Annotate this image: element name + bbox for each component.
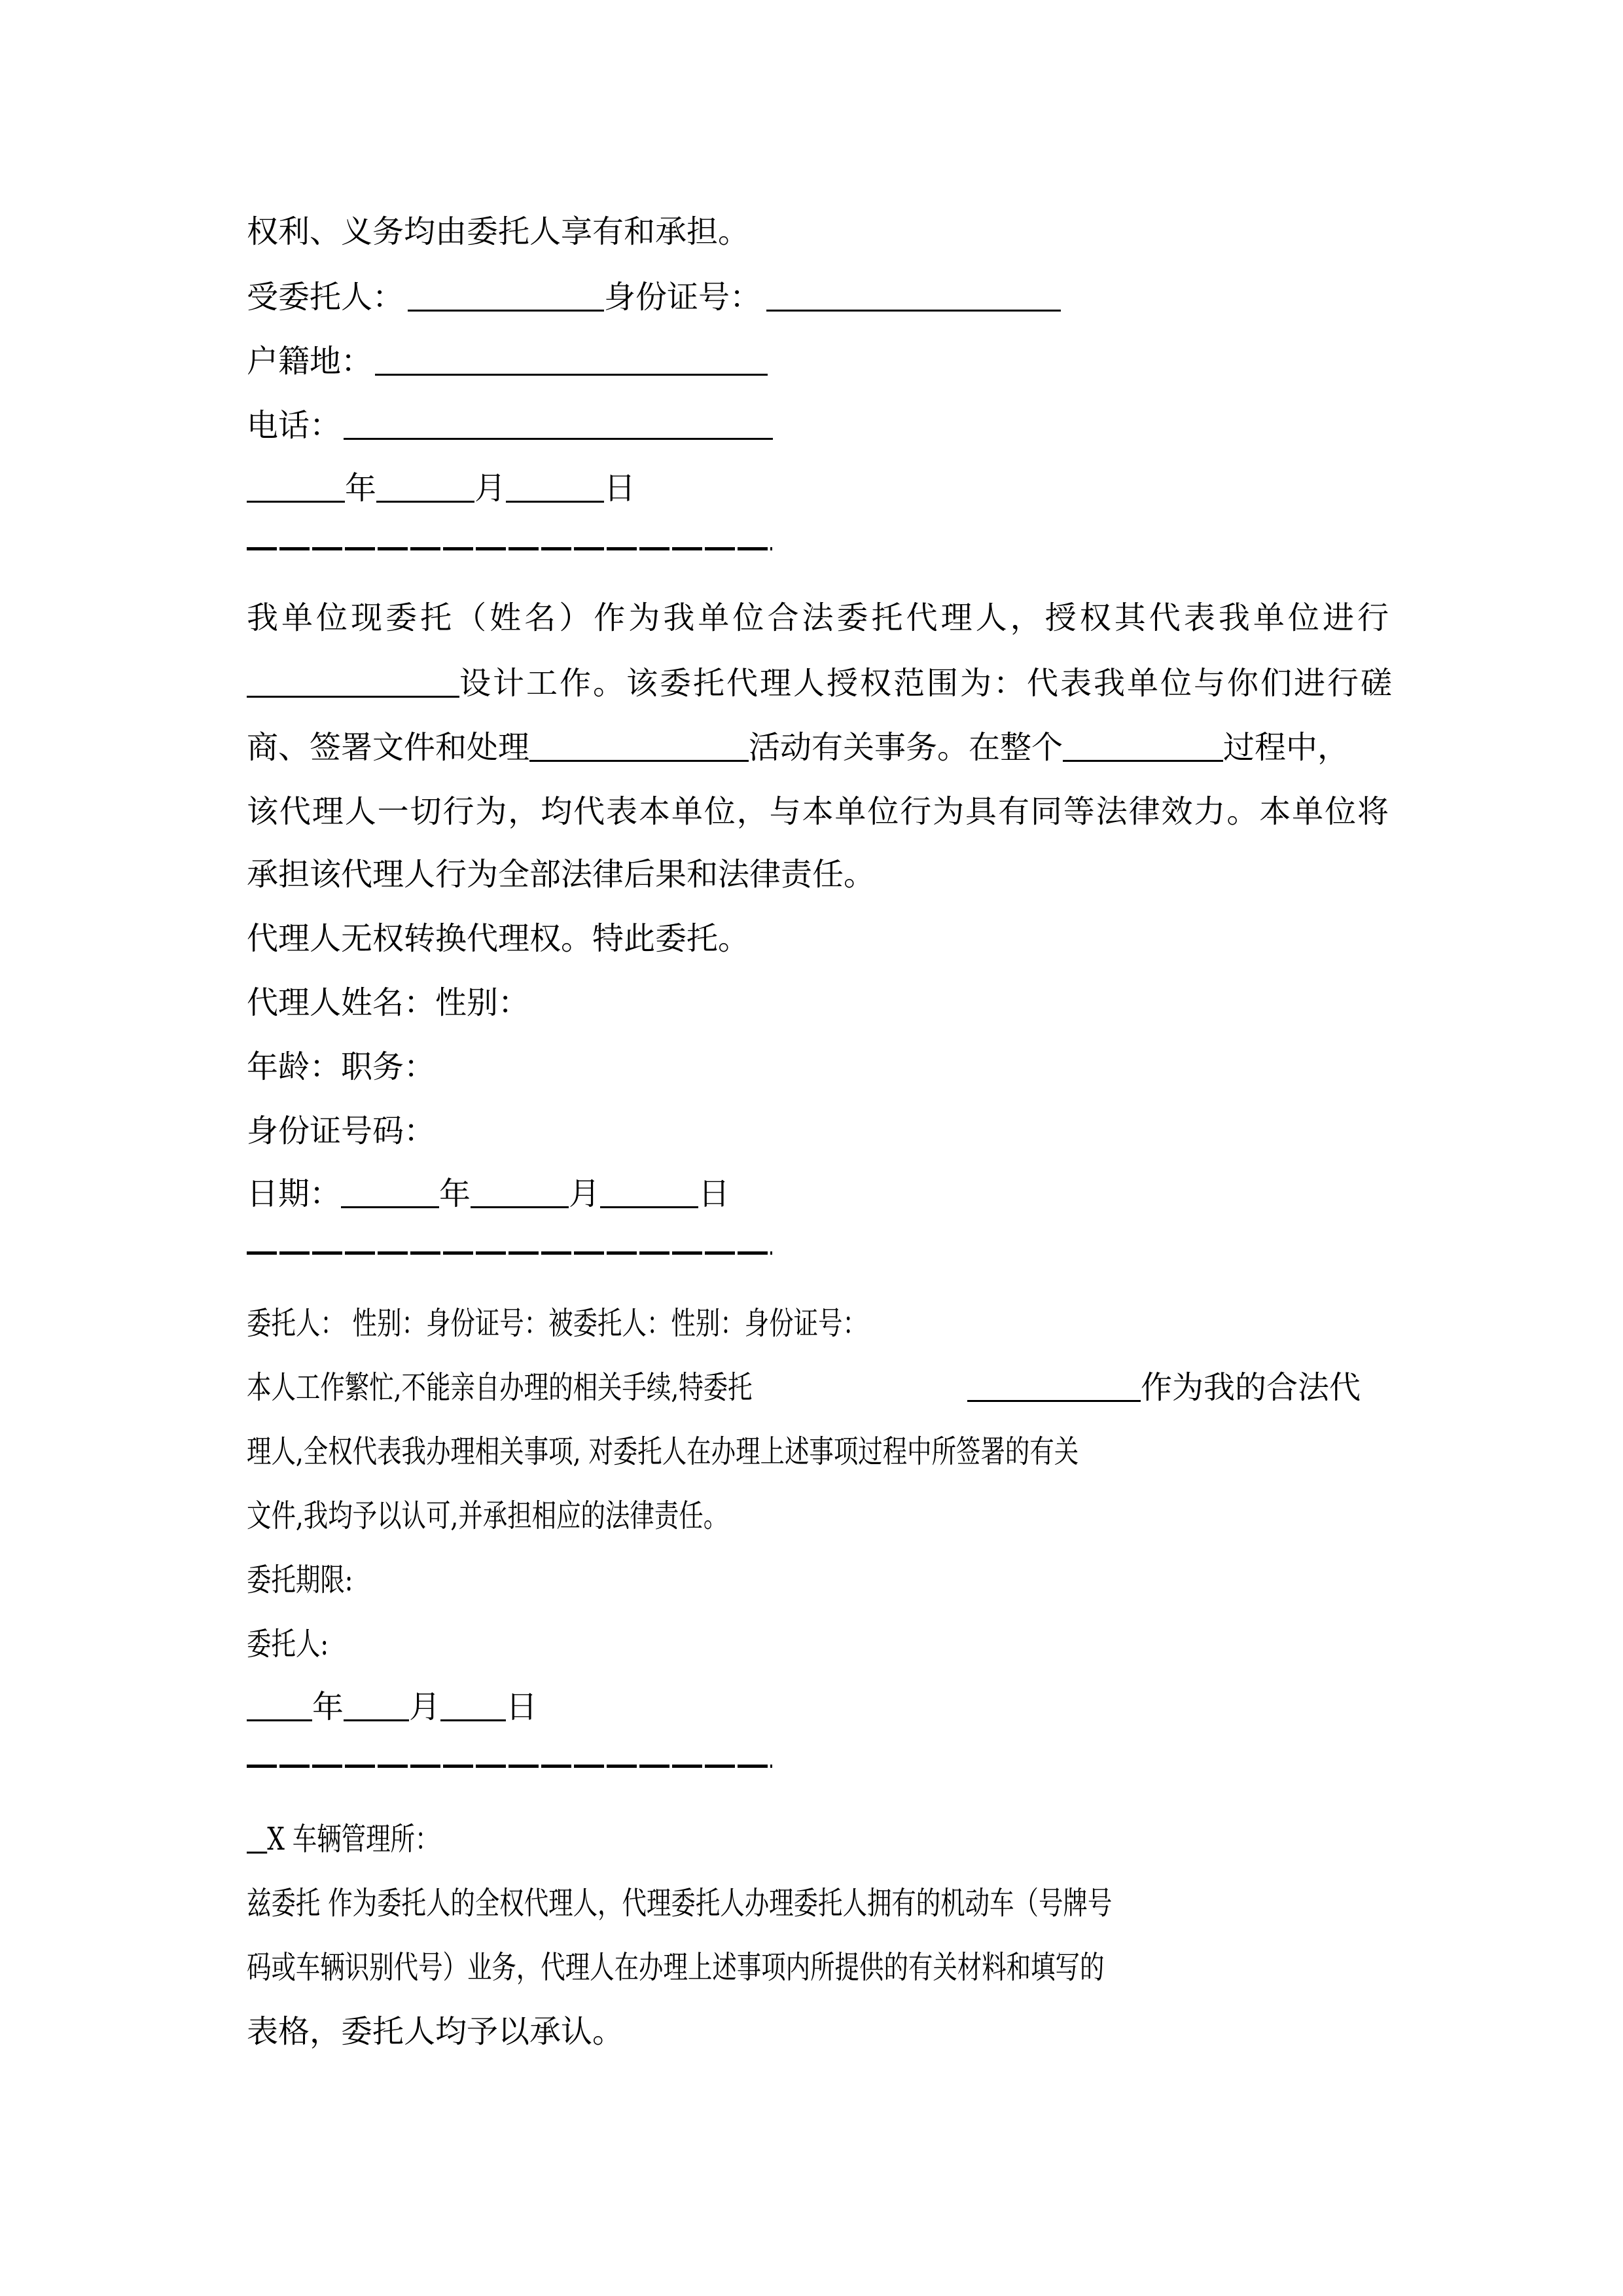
paragraph-text: 商、签署文件和处理 — [247, 729, 530, 766]
date-label: 日期： — [247, 1175, 342, 1212]
paragraph-text: 作为我的合法代 — [1141, 1369, 1361, 1406]
paragraph-text: 设计工作。该委托代理人授权范围为：代表我单位与你们进行磋 — [459, 665, 1395, 702]
day-label: 日 — [506, 1689, 538, 1725]
year-label: 年 — [312, 1689, 344, 1725]
date-line-1 — [247, 470, 635, 507]
day-label: 日 — [698, 1175, 730, 1212]
month-blank[interactable] — [376, 471, 474, 503]
no-transfer-line — [247, 920, 749, 957]
activity-blank[interactable] — [529, 730, 749, 762]
unit-authorization-line-5 — [247, 856, 875, 893]
year-blank[interactable] — [247, 471, 345, 503]
year-blank[interactable] — [247, 1689, 312, 1721]
addressee-text: X 车辆管理所： — [267, 1821, 440, 1857]
trustee-id-blank[interactable] — [766, 279, 1061, 312]
process-blank[interactable] — [1063, 730, 1223, 762]
household-blank[interactable] — [375, 344, 768, 376]
rights-obligations-line — [247, 213, 749, 250]
principal-line — [247, 1626, 329, 1662]
vehicle-delegation-line-1 — [247, 1885, 1389, 1922]
principal-label: 委托人: — [247, 1626, 329, 1662]
parties-line — [247, 1305, 867, 1342]
paragraph-text: 我单位现委托（姓名）作为我单位合法委托代理人，授权其代表我单位进行 — [247, 600, 1389, 636]
paragraph-text: 文件,我均予以认可,并承担相应的法律责任。 — [247, 1498, 728, 1534]
no-transfer-text: 代理人无权转换代理权。特此委托。 — [247, 920, 750, 957]
paragraph-text: 过程中， — [1223, 729, 1349, 766]
paragraph-text: 活动有关事务。在整个 — [749, 729, 1063, 766]
household-label: 户籍地： — [247, 343, 373, 380]
addressee-blank[interactable] — [247, 1821, 267, 1854]
month-blank[interactable] — [344, 1689, 409, 1721]
term-line — [247, 1562, 353, 1598]
rights-obligations-text: 权利、义务均由委托人享有和承担。 — [247, 213, 750, 250]
month-label: 月 — [569, 1175, 601, 1212]
year-label: 年 — [345, 470, 377, 507]
paragraph-text: 该代理人一切行为，均代表本单位，与本单位行为具有同等法律效力。本单位将 — [247, 793, 1389, 830]
age-line — [247, 1049, 435, 1085]
phone-label: 电话： — [247, 407, 342, 444]
trustee-label: 受委托人： — [247, 279, 404, 315]
month-label: 月 — [409, 1689, 441, 1725]
design-work-blank[interactable] — [247, 666, 459, 698]
personal-delegation-line-3 — [247, 1498, 728, 1534]
paragraph-text: 码或车辆识别代号）业务，代理人在办理上述事项内所提供的有关材料和填写的 — [247, 1949, 1105, 1986]
day-blank[interactable] — [440, 1689, 506, 1721]
paragraph-text: 理人,全权代表我办理相关事项, 对委托人在办理上述事项过程中所签署的有关 — [247, 1433, 1079, 1470]
unit-authorization-line-1 — [247, 600, 1389, 636]
agent-name-label: 代理人姓名：性别： — [247, 984, 530, 1021]
addressee-line — [247, 1821, 439, 1857]
personal-delegation-line-1b — [967, 1369, 1361, 1406]
section-separator-2 — [247, 1251, 772, 1255]
month-label: 月 — [474, 470, 507, 507]
paragraph-text: 本人工作繁忙,不能亲自办理的相关手续,特委托 — [247, 1369, 753, 1406]
date-line-2 — [247, 1175, 730, 1212]
unit-authorization-line-2 — [247, 665, 1395, 702]
section-separator-3 — [247, 1765, 772, 1768]
personal-delegation-line-2 — [247, 1433, 1079, 1470]
phone-line — [247, 407, 773, 444]
agent-name-line — [247, 984, 529, 1021]
month-blank[interactable] — [471, 1176, 569, 1208]
day-blank[interactable] — [506, 471, 604, 503]
year-blank[interactable] — [341, 1176, 439, 1208]
section-separator-1 — [247, 547, 772, 550]
unit-authorization-line-3 — [247, 729, 1349, 766]
household-line — [247, 343, 768, 380]
day-blank[interactable] — [600, 1176, 698, 1208]
paragraph-text: 表格，委托人均予以承认。 — [247, 2013, 624, 2050]
paragraph-text: 兹委托 作为委托人的全权代理人，代理委托人办理委托人拥有的机动车（号牌号 — [247, 1885, 1113, 1922]
trustee-line — [247, 279, 1061, 315]
year-label: 年 — [439, 1175, 471, 1212]
delegate-name-blank[interactable] — [967, 1370, 1141, 1402]
id-number-label: 身份证号码： — [247, 1113, 436, 1149]
parties-text: 委托人： 性别：身份证号：被委托人：性别：身份证号： — [247, 1305, 867, 1342]
day-label: 日 — [604, 470, 636, 507]
age-position-label: 年龄：职务： — [247, 1049, 436, 1085]
paragraph-text: 承担该代理人行为全部法律后果和法律责任。 — [247, 856, 876, 893]
id-number-line — [247, 1113, 435, 1149]
trustee-name-blank[interactable] — [408, 279, 604, 312]
date-line-3 — [247, 1689, 537, 1725]
trustee-id-label: 身份证号： — [604, 279, 762, 315]
phone-blank[interactable] — [344, 408, 773, 440]
term-label: 委托期限: — [247, 1562, 353, 1598]
vehicle-delegation-line-2 — [247, 1949, 1389, 1986]
unit-authorization-line-4 — [247, 793, 1389, 830]
vehicle-delegation-line-3 — [247, 2013, 624, 2050]
